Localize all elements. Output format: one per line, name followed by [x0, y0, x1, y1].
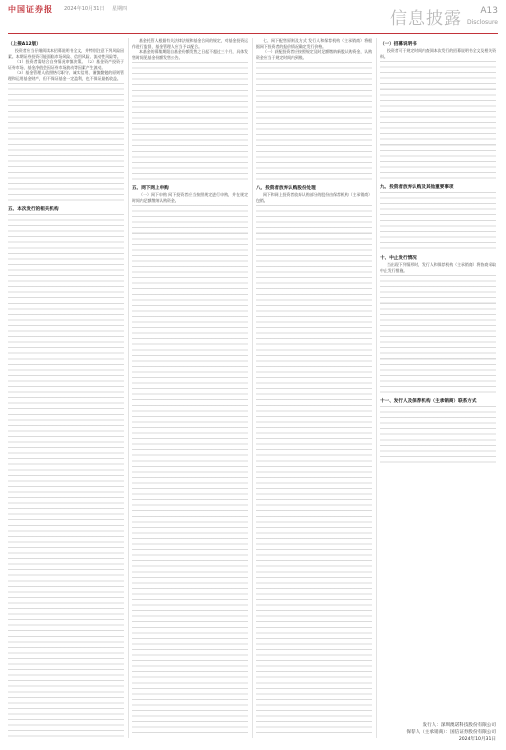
section-heading: 十一、发行人及保荐机构（主承销商）联系方式 — [380, 399, 477, 405]
section-heading: 五、网下网上申购 — [132, 186, 169, 192]
column-heading: （上接A12版） — [8, 42, 41, 47]
column-divider — [252, 38, 253, 738]
issuer-name: 发行人：深圳澳诺科技股份有限公司 — [422, 723, 496, 728]
page-header — [0, 0, 506, 38]
paragraph: （1）投资者需结合自身情况审慎决策。（2）基金资产投资于证券市场，基金净值会因证券市场波动等因素产生波动。 — [8, 59, 124, 70]
column-divider — [376, 38, 377, 738]
text-column-4 — [380, 38, 496, 738]
section-heading: 九、投资者放弃认购及其他重要事项 — [380, 185, 454, 191]
paragraph: （一）获配投资者应按照规定及时足额缴纳新股认购资金，认购资金应当于规定时间内到账。 — [256, 49, 372, 60]
paragraph: 基金托管人根据有关法律法规和基金合同的规定，对基金投资运作进行监督，基金管理人应当予以配合。 — [132, 38, 248, 49]
publication-date — [64, 5, 133, 12]
text-column-1 — [8, 38, 124, 738]
body-text-lines — [256, 62, 372, 182]
text-column-3 — [256, 38, 372, 738]
header-rule — [8, 33, 498, 34]
paragraph: 投资者应当仔细阅读本招募说明书全文，并特别注意下列风险因素。本期证券投资可能面临市场风险、信用风险、流动性风险等。 — [8, 48, 124, 59]
body-text-lines — [8, 83, 124, 203]
paragraph: 本基金的募集期限自基金份额发售之日起不超过三个月，具体发售时间见基金份额发售公告。 — [132, 49, 248, 60]
body-text-lines — [8, 214, 124, 738]
paragraph: 当出现下列情形时，发行人和保荐机构（主承销商）将协商采取中止发行措施。 — [380, 262, 496, 273]
article-columns — [8, 38, 498, 738]
body-text-lines — [132, 205, 248, 738]
paragraph: 网下和网上投资者放弃认购部分的股份由保荐机构（主承销商）包销。 — [256, 192, 372, 203]
body-text-lines — [380, 275, 496, 395]
paragraph: （一）网下申购 网下投资者应当按照规定进行申购，并在规定时间内足额缴纳认购资金。 — [132, 192, 248, 203]
page-number: A13 — [480, 6, 498, 16]
section-heading: 五、本次发行的相关机构 — [8, 207, 59, 213]
column-divider — [128, 38, 129, 738]
body-text-lines — [380, 61, 496, 181]
date-text: 2024年10月31日 — [64, 6, 105, 12]
section-title-english: Disclosure — [466, 19, 498, 26]
body-text-lines — [132, 62, 248, 182]
newspaper-masthead: 中国证券报 — [8, 5, 53, 14]
section-heading: （一）招募说明书 — [380, 42, 417, 47]
body-text-lines — [380, 406, 496, 466]
text-column-2 — [132, 38, 248, 738]
sponsor-name: 保荐人（主承销商）：国信证券股份有限公司 — [406, 730, 496, 735]
body-text-lines — [380, 192, 496, 252]
signature-block — [406, 722, 496, 742]
paragraph: 投资者可于规定时间内查阅本次发行的招募说明书全文及相关资料。 — [380, 48, 496, 59]
weekday-text: 星期四 — [112, 6, 128, 12]
section-heading: 八、投资者放弃认购股份处理 — [256, 186, 316, 192]
signature-date: 2024年10月31日 — [458, 737, 496, 742]
body-text-lines — [256, 205, 372, 738]
paragraph: （3）基金管理人依照恪尽职守、诚实信用、谨慎勤勉的原则管理和运用基金财产，但不保证基金一定盈利，也不保证最低收益。 — [8, 70, 124, 81]
section-title: 信息披露 — [390, 9, 462, 29]
paragraph: 七、网下配售原则及方式 发行人和保荐机构（主承销商）将根据网下投资者的报价情况确定发行价格。 — [256, 38, 372, 49]
section-heading: 十、中止发行情况 — [380, 256, 417, 262]
